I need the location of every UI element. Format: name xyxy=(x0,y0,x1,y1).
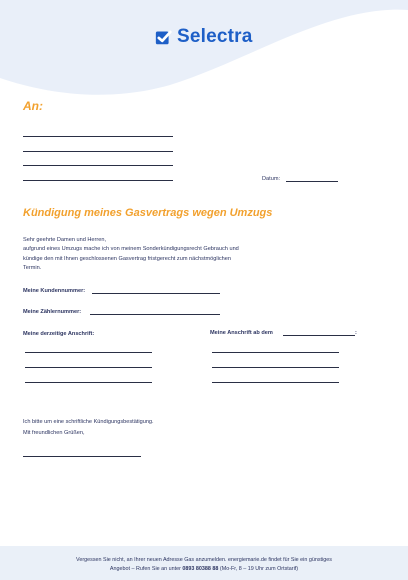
current-address-line-1[interactable] xyxy=(25,352,152,353)
confirmation-request: Ich bitte um eine schriftliche Kündigungsbestätigung. xyxy=(23,419,154,425)
footer-line-2-prefix: Angebot – Rufen Sie an unter xyxy=(109,566,183,572)
customer-number-line[interactable] xyxy=(92,293,220,294)
new-address-line-1[interactable] xyxy=(212,352,339,353)
new-address-date-line[interactable] xyxy=(283,335,355,336)
recipient-line-2[interactable] xyxy=(23,151,173,152)
new-address-label: Meine Anschrift ab dem xyxy=(210,330,273,336)
current-address-label: Meine derzeitige Anschrift: xyxy=(23,331,95,337)
footer xyxy=(0,546,408,580)
footer-line-1: Vergessen Sie nicht, an Ihrer neuen Adresse Gas anzumelden. energiemarie.de findet für Sie ein günstiges xyxy=(76,557,332,563)
meter-number-label: Meine Zählernummer: xyxy=(23,309,82,315)
recipient-heading: An: xyxy=(23,99,43,113)
current-address-line-3[interactable] xyxy=(25,382,152,383)
closing-greeting: Mit freundlichen Grüßen, xyxy=(23,430,85,436)
salutation: Sehr geehrte Damen und Herren, xyxy=(23,237,107,243)
new-address-line-3[interactable] xyxy=(212,382,339,383)
current-address-line-2[interactable] xyxy=(25,367,152,368)
new-address-line-2[interactable] xyxy=(212,367,339,368)
recipient-line-1[interactable] xyxy=(23,136,173,137)
customer-number-label: Meine Kundennummer: xyxy=(23,288,86,294)
footer-line-2-suffix: (Mo-Fr, 8 – 19 Uhr zum Ortstarif) xyxy=(218,566,299,572)
selectra-logo xyxy=(155,26,253,48)
meter-number-line[interactable] xyxy=(90,314,220,315)
new-address-colon: : xyxy=(355,330,357,336)
logo-text: Selectra xyxy=(177,26,253,47)
footer-phone[interactable]: 0893 80388 88 xyxy=(182,566,219,572)
body-line-1: aufgrund eines Umzugs mache ich von meinem Sonderkündigungsrecht Gebrauch und xyxy=(23,246,239,252)
date-line[interactable] xyxy=(286,181,338,182)
letter-subject: Kündigung meines Gasvertrags wegen Umzugs xyxy=(23,207,273,219)
body-line-3: Termin. xyxy=(23,265,42,271)
recipient-line-4[interactable] xyxy=(23,180,173,181)
recipient-line-3[interactable] xyxy=(23,165,173,166)
footer-line-2 xyxy=(0,566,408,572)
date-label: Datum: xyxy=(262,176,281,182)
signature-line[interactable] xyxy=(23,456,141,457)
body-line-2: kündige den mit Ihnen geschlossenen Gasvertrag fristgerecht zum nächstmöglichen xyxy=(23,256,232,262)
header-wave-background xyxy=(0,0,408,110)
check-icon xyxy=(155,29,172,46)
